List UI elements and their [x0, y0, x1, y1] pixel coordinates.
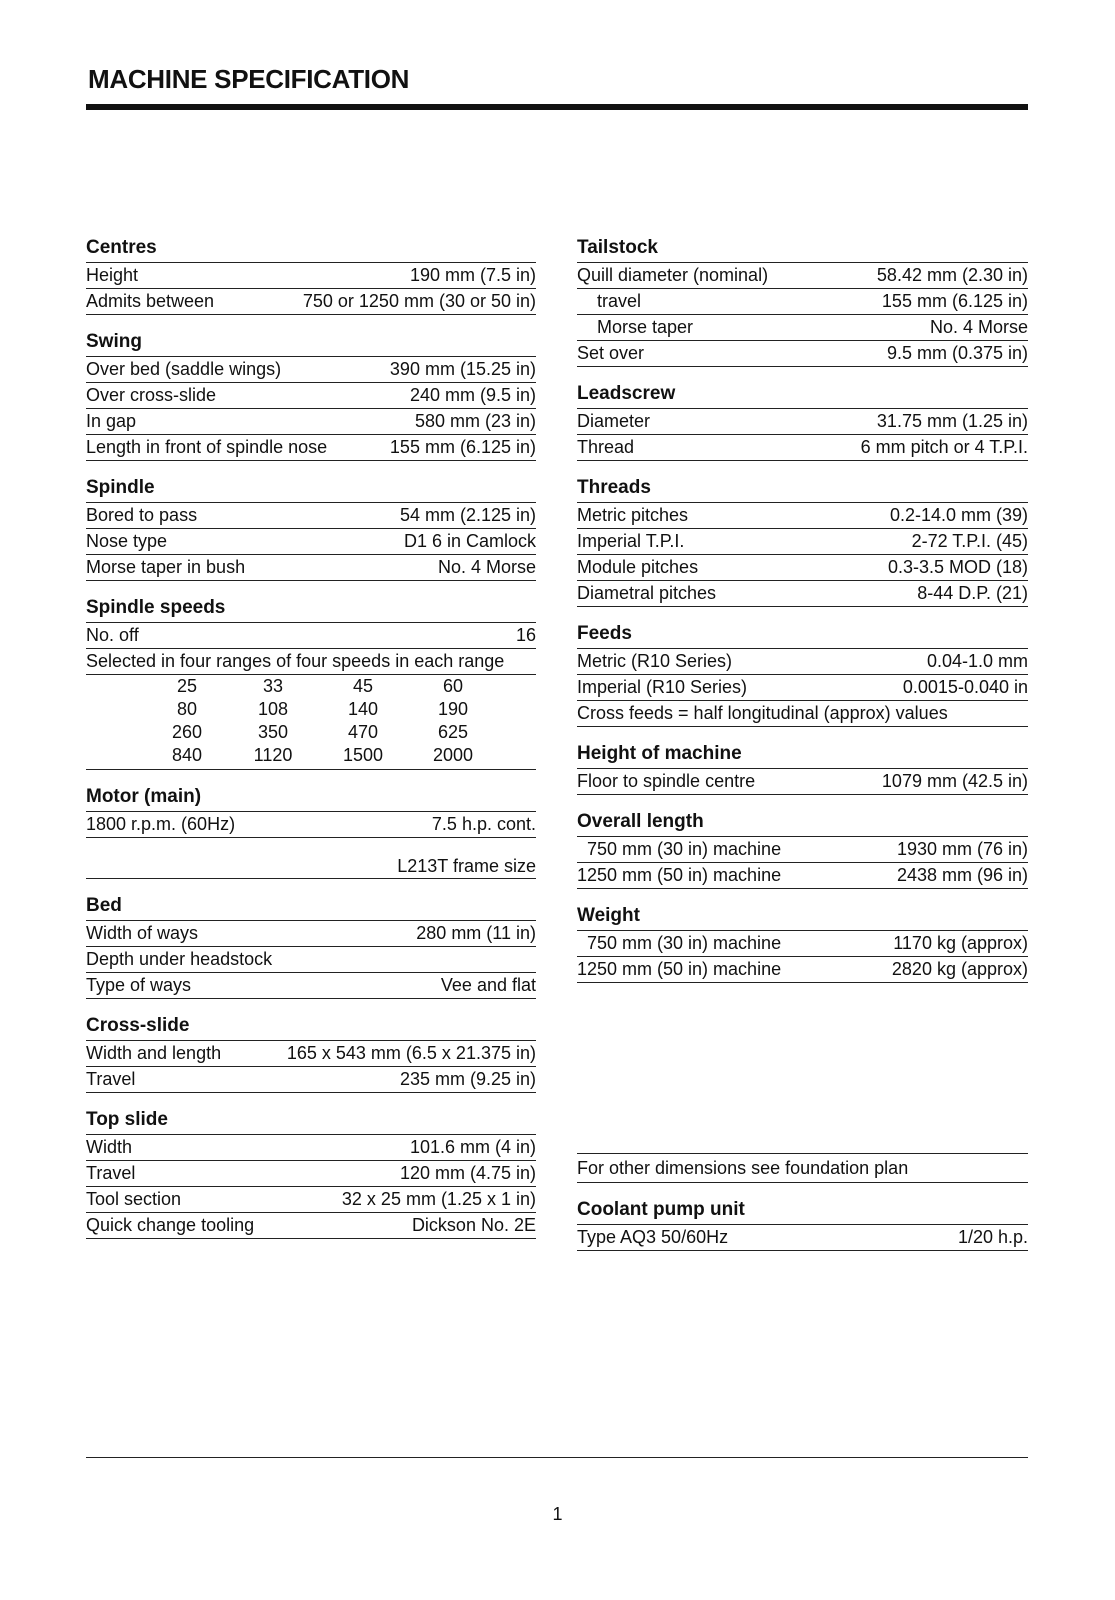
- spec-label: Travel: [86, 1163, 136, 1183]
- spec-value: 390 mm (15.25 in): [389, 359, 536, 379]
- spec-value: 32 x 25 mm (1.25 x 1 in): [341, 1189, 536, 1209]
- spec-row: [577, 931, 1028, 957]
- spec-label: Over bed (saddle wings): [86, 359, 282, 379]
- section-swing: [86, 330, 536, 461]
- spec-label: Cross feeds = half longitudinal (approx) values: [577, 703, 948, 723]
- spec-row: [86, 1187, 536, 1213]
- spec-label: 1250 mm (50 in) machine: [577, 865, 782, 885]
- section-motor: [86, 785, 536, 879]
- spec-value: 6 mm pitch or 4 T.P.I.: [860, 437, 1028, 457]
- spec-row: [577, 675, 1028, 701]
- spec-label: Diametral pitches: [577, 583, 717, 603]
- spec-row: [86, 812, 536, 838]
- spec-row: [86, 503, 536, 529]
- speed-value: 625: [437, 722, 469, 742]
- spec-label: No. off: [86, 625, 139, 645]
- spec-label: In gap: [86, 411, 137, 431]
- speed-value: 1120: [253, 745, 293, 765]
- spec-label: Module pitches: [577, 557, 699, 577]
- spec-value: 16: [515, 625, 536, 645]
- page-number: 1: [552, 1504, 563, 1524]
- spec-value: Dickson No. 2E: [411, 1215, 536, 1235]
- section-threads: [577, 476, 1028, 607]
- section-weight: [577, 904, 1028, 983]
- speed-value: 470: [347, 722, 379, 742]
- spec-row: [86, 435, 536, 461]
- section-title: Coolant pump unit: [577, 1198, 1028, 1225]
- footer-rule: [86, 1457, 1028, 1458]
- section-feeds: [577, 622, 1028, 727]
- spec-value: 2820 kg (approx): [891, 959, 1028, 979]
- spec-row: [577, 409, 1028, 435]
- spec-label: Width of ways: [86, 923, 199, 943]
- spec-label: 750 mm (30 in) machine: [587, 933, 782, 953]
- spec-row: [577, 769, 1028, 795]
- spec-row: [86, 1067, 536, 1093]
- spec-value: No. 4 Morse: [437, 557, 536, 577]
- spec-label: Depth under headstock: [86, 949, 273, 969]
- spec-label: 1800 r.p.m. (60Hz): [86, 814, 236, 834]
- spec-row: [577, 837, 1028, 863]
- spec-row: [86, 1041, 536, 1067]
- spec-row: [86, 973, 536, 999]
- spec-row: [577, 701, 1028, 727]
- section-title: Threads: [577, 476, 1028, 503]
- spec-label: travel: [597, 291, 642, 311]
- spec-value: 7.5 h.p. cont.: [431, 814, 536, 834]
- spec-row: [577, 649, 1028, 675]
- speed-value: 25: [176, 676, 198, 696]
- other-dimensions-note: [577, 1153, 1028, 1183]
- speed-value: 45: [352, 676, 374, 696]
- section-title: Feeds: [577, 622, 1028, 649]
- section-title: Spindle: [86, 476, 536, 503]
- section-tailstock: [577, 236, 1028, 367]
- spec-label: Imperial T.P.I.: [577, 531, 685, 551]
- speed-value: 140: [347, 699, 379, 719]
- spec-value: D1 6 in Camlock: [403, 531, 536, 551]
- section-centres: [86, 236, 536, 315]
- spec-row: [86, 263, 536, 289]
- spec-label: Length in front of spindle nose: [86, 437, 328, 457]
- spec-row: [86, 947, 536, 973]
- spec-label: Morse taper in bush: [86, 557, 246, 577]
- other-dimensions-text: For other dimensions see foundation plan: [577, 1158, 909, 1178]
- spec-row: [86, 555, 536, 581]
- spec-value: 240 mm (9.5 in): [409, 385, 536, 405]
- spec-row: [86, 921, 536, 947]
- speed-value: 190: [437, 699, 469, 719]
- section-title: Overall length: [577, 810, 1028, 837]
- spec-label: Imperial (R10 Series): [577, 677, 748, 697]
- spec-value: 9.5 mm (0.375 in): [886, 343, 1028, 363]
- spec-label: Type of ways: [86, 975, 192, 995]
- left-column: [86, 236, 536, 1254]
- spec-value: 2-72 T.P.I. (45): [911, 531, 1028, 551]
- spec-value: L213T frame size: [397, 856, 536, 876]
- section-other-dimensions: [577, 1153, 1028, 1183]
- spec-value: Vee and flat: [440, 975, 536, 995]
- spec-value: 190 mm (7.5 in): [409, 265, 536, 285]
- spec-row: [86, 529, 536, 555]
- spec-label: Metric pitches: [577, 505, 689, 525]
- speed-value: 60: [442, 676, 464, 696]
- spec-value: 2438 mm (96 in): [896, 865, 1028, 885]
- spec-value: 280 mm (11 in): [416, 923, 536, 943]
- spec-value: 235 mm (9.25 in): [399, 1069, 536, 1089]
- speed-value: 33: [262, 676, 284, 696]
- spec-label: Width and length: [86, 1043, 222, 1063]
- spec-row: [86, 383, 536, 409]
- spec-row: [86, 409, 536, 435]
- spec-value: 0.3-3.5 MOD (18): [887, 557, 1028, 577]
- spec-row: [577, 581, 1028, 607]
- spec-row: [86, 1161, 536, 1187]
- spec-label: Over cross-slide: [86, 385, 217, 405]
- spec-value: 1/20 h.p.: [957, 1227, 1028, 1247]
- spec-row: [577, 529, 1028, 555]
- spec-value: 155 mm (6.125 in): [389, 437, 536, 457]
- section-coolant-pump: [577, 1198, 1028, 1251]
- speed-grid: [86, 675, 536, 770]
- spec-label: Width: [86, 1137, 133, 1157]
- section-title: Cross-slide: [86, 1014, 536, 1041]
- spec-label: Quick change tooling: [86, 1215, 255, 1235]
- spec-value: No. 4 Morse: [929, 317, 1028, 337]
- section-title: Swing: [86, 330, 536, 357]
- spec-value: 8-44 D.P. (21): [917, 583, 1028, 603]
- spec-row: [86, 1213, 536, 1239]
- page-title: MACHINE SPECIFICATION: [88, 64, 410, 94]
- speed-value: 80: [176, 699, 198, 719]
- section-title: Motor (main): [86, 785, 536, 812]
- section-title: Leadscrew: [577, 382, 1028, 409]
- spec-value: 101.6 mm (4 in): [409, 1137, 536, 1157]
- spec-value: 1079 mm (42.5 in): [881, 771, 1028, 791]
- section-spindle: [86, 476, 536, 581]
- title-rule: [86, 104, 1028, 110]
- spec-label: Floor to spindle centre: [577, 771, 756, 791]
- spec-label: Bored to pass: [86, 505, 198, 525]
- spec-value: 1170 kg (approx): [893, 933, 1028, 953]
- spec-label: Travel: [86, 1069, 136, 1089]
- spec-row: [577, 863, 1028, 889]
- speed-value: 260: [171, 722, 203, 742]
- spec-value: 31.75 mm (1.25 in): [876, 411, 1028, 431]
- spec-row: [86, 1135, 536, 1161]
- spec-row: [86, 289, 536, 315]
- spec-label: Set over: [577, 343, 645, 363]
- speed-value: 350: [257, 722, 289, 742]
- section-title: Bed: [86, 894, 536, 921]
- section-title: Centres: [86, 236, 536, 263]
- section-overall-length: [577, 810, 1028, 889]
- spec-label: Thread: [577, 437, 635, 457]
- section-height-of-machine: [577, 742, 1028, 795]
- spec-label: Quill diameter (nominal): [577, 265, 769, 285]
- spec-label: Morse taper: [597, 317, 694, 337]
- spec-value: 750 or 1250 mm (30 or 50 in): [302, 291, 536, 311]
- spec-label: Metric (R10 Series): [577, 651, 733, 671]
- section-leadscrew: [577, 382, 1028, 461]
- speeds-note-text: Selected in four ranges of four speeds in each range: [86, 651, 505, 671]
- spec-label: Admits between: [86, 291, 215, 311]
- spec-label: Diameter: [577, 411, 651, 431]
- spec-row: [577, 1225, 1028, 1251]
- spec-label: 750 mm (30 in) machine: [587, 839, 782, 859]
- section-title: Spindle speeds: [86, 596, 536, 623]
- spec-row: [577, 435, 1028, 461]
- spec-label: 1250 mm (50 in) machine: [577, 959, 782, 979]
- speed-value: 1500: [342, 745, 384, 765]
- speeds-note: [86, 649, 536, 675]
- section-bed: [86, 894, 536, 999]
- section-title: Tailstock: [577, 236, 1028, 263]
- spec-row: [86, 357, 536, 383]
- section-title: Weight: [577, 904, 1028, 931]
- spec-value: 165 x 543 mm (6.5 x 21.375 in): [286, 1043, 536, 1063]
- spec-value: 120 mm (4.75 in): [399, 1163, 536, 1183]
- section-top-slide: [86, 1108, 536, 1239]
- spec-label: Type AQ3 50/60Hz: [577, 1227, 729, 1247]
- speed-value: 840: [171, 745, 203, 765]
- spec-value: 1930 mm (76 in): [896, 839, 1028, 859]
- spec-value: 0.2-14.0 mm (39): [889, 505, 1028, 525]
- spec-label: Nose type: [86, 531, 168, 551]
- spec-value: 0.0015-0.040 in: [902, 677, 1028, 697]
- section-cross-slide: [86, 1014, 536, 1093]
- speed-value: 2000: [432, 745, 474, 765]
- spec-row: [577, 503, 1028, 529]
- spec-value: 580 mm (23 in): [414, 411, 536, 431]
- speed-value: 108: [257, 699, 289, 719]
- spec-row: [86, 838, 536, 879]
- spec-row: [577, 957, 1028, 983]
- spec-value: 0.04-1.0 mm: [926, 651, 1028, 671]
- spec-row: [86, 623, 536, 649]
- spec-label: Tool section: [86, 1189, 182, 1209]
- spec-value: 54 mm (2.125 in): [399, 505, 536, 525]
- spec-value: 58.42 mm (2.30 in): [876, 265, 1028, 285]
- right-column: [577, 236, 1028, 1266]
- section-spindle-speeds: [86, 596, 536, 770]
- spec-row: [577, 341, 1028, 367]
- spec-row: [577, 289, 1028, 315]
- spec-row: [577, 315, 1028, 341]
- spec-value: 155 mm (6.125 in): [881, 291, 1028, 311]
- spec-row: [577, 263, 1028, 289]
- spec-row: [577, 555, 1028, 581]
- section-title: Height of machine: [577, 742, 1028, 769]
- section-title: Top slide: [86, 1108, 536, 1135]
- spec-label: Height: [86, 265, 139, 285]
